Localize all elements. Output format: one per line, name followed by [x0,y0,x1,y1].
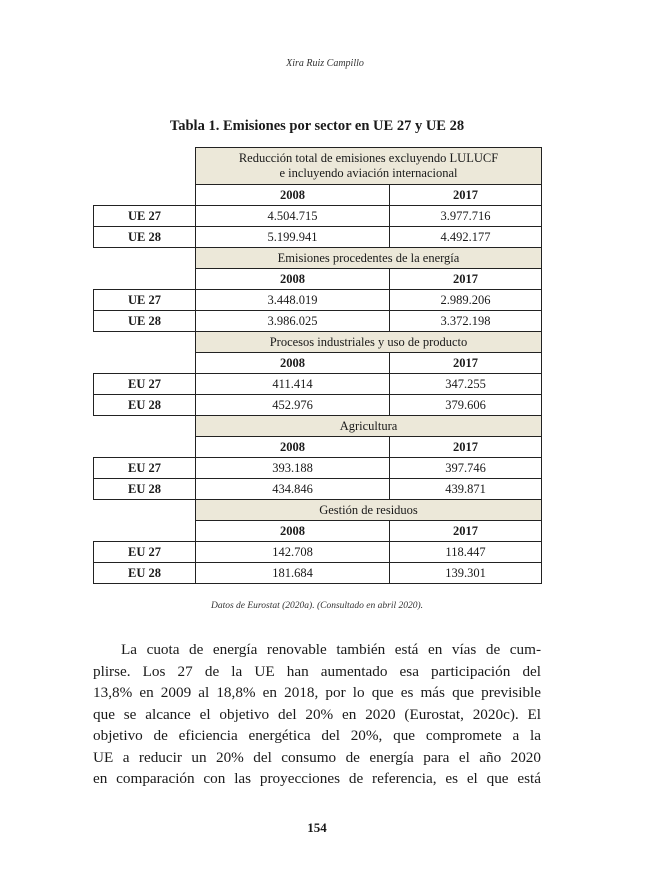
table-cell: 139.301 [390,563,542,584]
table-cell: 411.414 [196,374,390,395]
table-cell: 3.977.716 [390,206,542,227]
year-header-row [94,269,542,290]
text-line: en comparación con las proyecciones de referencia, es el que está [93,770,541,787]
sector-heading: Reducción total de emisiones excluyendo LULUCF e incluyendo aviación internacional [196,148,542,185]
row-label: UE 28 [94,227,196,248]
year-header: 2017 [390,353,542,374]
year-header: 2008 [196,185,390,206]
table-cell: 397.746 [390,458,542,479]
table-row [94,206,542,227]
running-head: Xira Ruiz Campillo [286,58,364,69]
sector-heading: Agricultura [196,416,542,437]
emissions-table [93,147,542,584]
section-heading-row [94,500,542,521]
row-label: EU 28 [94,563,196,584]
table-cell: 3.448.019 [196,290,390,311]
page-number: 154 [307,820,327,835]
table-row [94,458,542,479]
table-row [94,290,542,311]
year-header-row [94,521,542,542]
table-cell: 5.199.941 [196,227,390,248]
year-header-row [94,353,542,374]
row-label: UE 27 [94,290,196,311]
table-cell: 142.708 [196,542,390,563]
sector-heading: Gestión de residuos [196,500,542,521]
row-label: EU 27 [94,542,196,563]
table-row [94,227,542,248]
table-row [94,479,542,500]
table-row [94,311,542,332]
table-row [94,542,542,563]
table-cell: 379.606 [390,395,542,416]
row-label: EU 27 [94,458,196,479]
row-label: UE 27 [94,206,196,227]
table-row [94,374,542,395]
table-cell: 181.684 [196,563,390,584]
text-line: objetivo de eficiencia energética del 20%, que compromete a la [93,727,541,744]
section-heading-row [94,416,542,437]
table-row [94,395,542,416]
table-cell: 118.447 [390,542,542,563]
section-heading-row [94,332,542,353]
text-line: UE a reducir un 20% del consumo de energía para el año 2020 [93,748,541,766]
text-line: plirse. Los 27 de la UE han aumentado esa participación del [93,662,541,680]
table-cell: 452.976 [196,395,390,416]
row-label: EU 28 [94,395,196,416]
year-header: 2017 [390,185,542,206]
year-header-row [94,185,542,206]
year-header: 2017 [390,437,542,458]
body-paragraph [93,639,541,790]
table-cell: 3.372.198 [390,311,542,332]
year-header: 2017 [390,269,542,290]
row-label: EU 27 [94,374,196,395]
year-header: 2017 [390,521,542,542]
year-header: 2008 [196,437,390,458]
table-title: Tabla 1. Emisiones por sector en UE 27 y UE 28 [169,118,465,134]
table-cell: 393.188 [196,458,390,479]
table-cell: 4.492.177 [390,227,542,248]
text-line: que se alcance el objetivo del 20% en 2020 (Eurostat, 2020c). El [93,705,541,723]
year-header: 2008 [196,353,390,374]
table-cell: 347.255 [390,374,542,395]
table-row [94,563,542,584]
sector-heading: Emisiones procedentes de la energía [196,248,542,269]
section-heading-row [94,148,542,185]
text-line: 13,8% en 2009 al 18,8% en 2018, por lo que es más que previsible [93,684,541,701]
section-heading-row [94,248,542,269]
year-header: 2008 [196,269,390,290]
year-header-row [94,437,542,458]
year-header: 2008 [196,521,390,542]
table-cell: 434.846 [196,479,390,500]
row-label: EU 28 [94,479,196,500]
row-label: UE 28 [94,311,196,332]
text-line: La cuota de energía renovable también está en vías de cum- [121,641,541,658]
table-cell: 2.989.206 [390,290,542,311]
table-cell: 4.504.715 [196,206,390,227]
sector-heading: Procesos industriales y uso de producto [196,332,542,353]
table-source-note: Datos de Eurostat (2020a). (Consultado en abril 2020). [210,601,424,611]
table-cell: 439.871 [390,479,542,500]
table-cell: 3.986.025 [196,311,390,332]
